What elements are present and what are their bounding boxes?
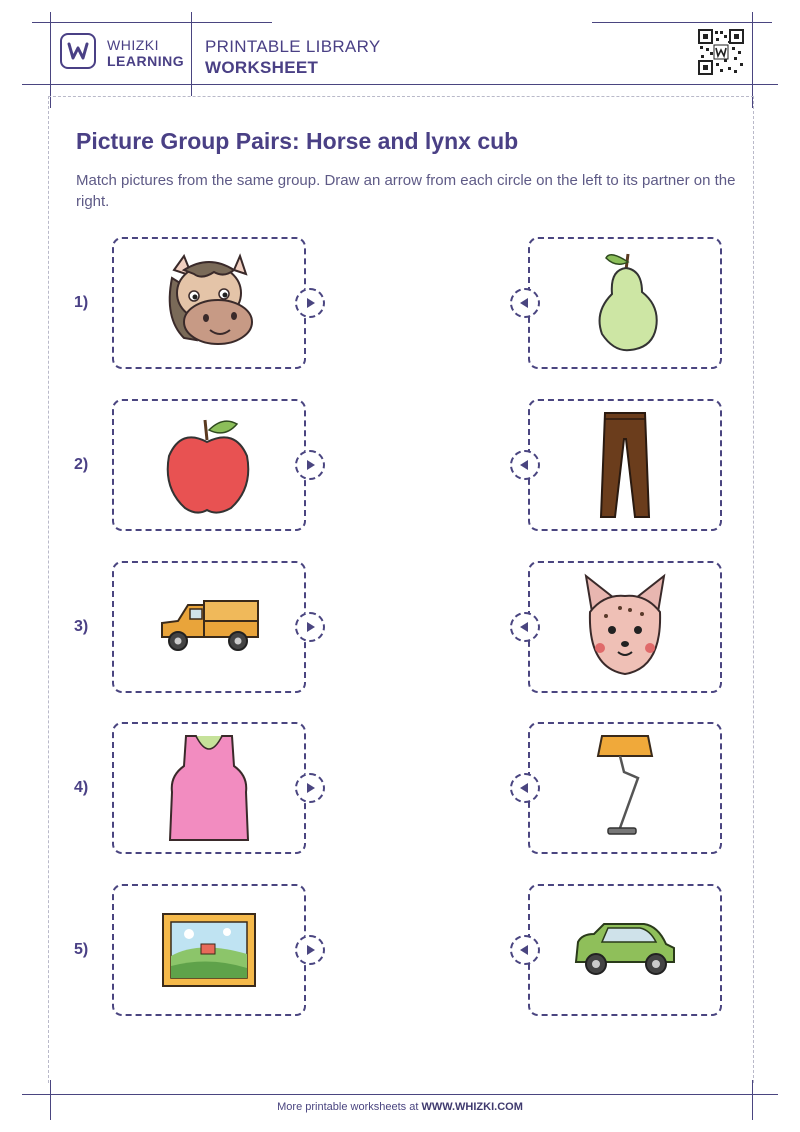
brand-name xyxy=(107,37,184,69)
tank-top-icon xyxy=(164,732,254,844)
framed-picture-icon xyxy=(159,910,259,990)
footer xyxy=(0,1101,800,1113)
logo-w-icon xyxy=(67,42,89,60)
arrow-right-icon xyxy=(304,459,316,471)
left-card-3 xyxy=(112,561,306,693)
left-card-4 xyxy=(112,722,306,854)
left-match-dot-4[interactable] xyxy=(295,773,325,803)
header-rule-top-right xyxy=(592,22,772,23)
page-title: Picture Group Pairs: Horse and lynx cub xyxy=(76,128,519,154)
library-line1: PRINTABLE LIBRARY xyxy=(205,37,381,56)
arrow-left-icon xyxy=(519,621,531,633)
floor-lamp-icon xyxy=(590,732,660,844)
left-card-5 xyxy=(112,884,306,1016)
right-match-dot-2[interactable] xyxy=(510,450,540,480)
header-rule-bottom xyxy=(22,84,778,85)
brand-line2: LEARNING xyxy=(107,53,185,69)
pear-icon xyxy=(580,248,670,358)
footer-prefix: More printable worksheets at xyxy=(277,1101,419,1113)
row-number-3: 3) xyxy=(74,618,89,635)
right-match-dot-1[interactable] xyxy=(510,288,540,318)
car-icon xyxy=(570,920,680,980)
row-number-4: 4) xyxy=(74,779,89,796)
right-card-2 xyxy=(528,399,722,531)
row-number-1: 1) xyxy=(74,294,89,311)
right-match-dot-4[interactable] xyxy=(510,773,540,803)
left-match-dot-5[interactable] xyxy=(295,935,325,965)
header-rule-top-left xyxy=(32,22,272,23)
qr-code-icon[interactable] xyxy=(698,29,744,75)
row-number-2: 2) xyxy=(74,456,89,473)
library-label xyxy=(205,36,380,78)
right-card-5 xyxy=(528,884,722,1016)
horse-icon xyxy=(154,248,264,358)
footer-rule xyxy=(22,1094,778,1095)
instructions: Match pictures from the same group. Draw an arrow from each circle on the left to its partner on the right. xyxy=(76,172,736,210)
arrow-left-icon xyxy=(519,782,531,794)
left-match-dot-2[interactable] xyxy=(295,450,325,480)
left-card-2 xyxy=(112,399,306,531)
arrow-right-icon xyxy=(304,621,316,633)
trousers-icon xyxy=(595,409,655,521)
logo xyxy=(60,33,96,69)
brand-line1: WHIZKI xyxy=(107,37,159,53)
arrow-right-icon xyxy=(304,782,316,794)
footer-site-link[interactable]: WWW.WHIZKI.COM xyxy=(421,1101,523,1113)
row-number-5: 5) xyxy=(74,941,89,958)
footer-rule-right xyxy=(752,1080,753,1120)
library-line2: WORKSHEET xyxy=(205,58,319,77)
right-card-3 xyxy=(528,561,722,693)
truck-icon xyxy=(154,597,264,657)
arrow-left-icon xyxy=(519,459,531,471)
header-rule-left xyxy=(50,12,51,108)
left-match-dot-3[interactable] xyxy=(295,612,325,642)
apple-icon xyxy=(159,410,259,520)
footer-rule-left xyxy=(50,1080,51,1120)
right-match-dot-5[interactable] xyxy=(510,935,540,965)
right-card-1 xyxy=(528,237,722,369)
header-divider xyxy=(191,12,192,96)
right-match-dot-3[interactable] xyxy=(510,612,540,642)
left-match-dot-1[interactable] xyxy=(295,288,325,318)
arrow-right-icon xyxy=(304,297,316,309)
arrow-left-icon xyxy=(519,297,531,309)
left-card-1 xyxy=(112,237,306,369)
right-card-4 xyxy=(528,722,722,854)
arrow-right-icon xyxy=(304,944,316,956)
arrow-left-icon xyxy=(519,944,531,956)
header-rule-right xyxy=(752,12,753,108)
lynx-cub-icon xyxy=(580,572,670,682)
